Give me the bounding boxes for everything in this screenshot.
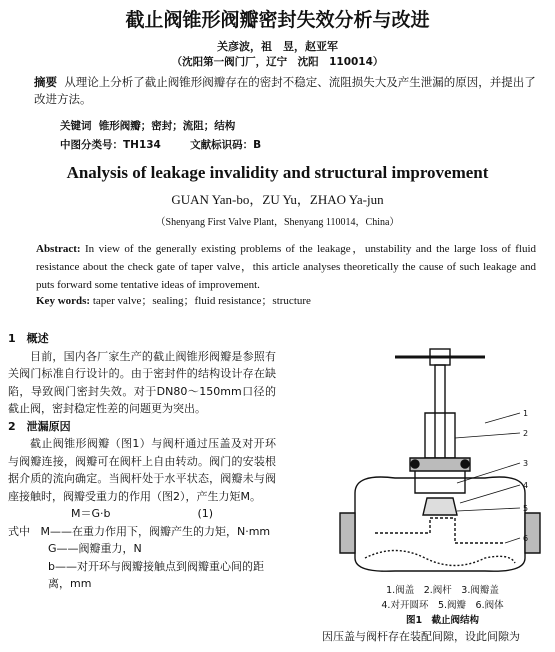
def-G: G——阀瓣重力，N <box>48 542 142 555</box>
keywords-zh <box>60 118 235 133</box>
affiliation-en: （Shenyang First Valve Plant，Shenyang 110014，China） <box>155 217 400 228</box>
def-b: b——对开环与阀瓣接触点到阀瓣重心间的距离，mm <box>48 559 264 590</box>
callout-4: 4 <box>523 481 529 490</box>
callout-2: 2 <box>523 429 529 438</box>
figure-caption-block <box>340 583 545 628</box>
abstract-en-label: Abstract: <box>36 243 81 255</box>
abstract-zh-text: 从理论上分析了截止阀锥形阀瓣存在的密封不稳定、流阻损失大及产生泄漏的原因，并提出了改进方法。 <box>34 75 536 106</box>
body-left-column <box>8 330 276 593</box>
taper-disc <box>423 498 457 515</box>
abstract-zh <box>34 74 539 108</box>
keywords-en-text: taper valve；sealing；fluid resistance；structure <box>92 295 311 307</box>
class-label: 中图分类号： <box>60 139 123 151</box>
where-label: 式中 <box>8 524 30 538</box>
formula-number: (1) <box>197 507 214 520</box>
callout-3: 3 <box>523 459 529 468</box>
abstract-zh-label: 摘要 <box>34 75 57 89</box>
keywords-zh-label: 关键词 <box>60 120 92 132</box>
figure-legend-line-2: 4.对开圆环 5.阀瓣 6.阀体 <box>381 600 504 611</box>
figure-caption: 图1 截止阀结构 <box>405 615 480 626</box>
classification-zh <box>60 137 261 152</box>
section-2-title: 2 泄漏原因 <box>8 419 71 433</box>
formula-text: M＝G·b <box>70 507 111 520</box>
paper-title-zh: 截止阀锥形阀瓣密封失效分析与改进 <box>125 9 430 31</box>
doc-value: B <box>253 139 262 151</box>
section-2-text: 截止阀锥形阀瓣（图1）与阀杆通过压盖及对开环与阀瓣连接，阀瓣可在阀杆上自由转动。阀门的安装根据介质的流向确定。当阀杆处于水平状态，阀瓣未与阀座接触时，阀瓣受重力的作用（图2），产生力矩M。 <box>8 437 276 503</box>
abstract-en <box>36 240 536 294</box>
figure-legend-line-1: 1.阀盖 2.阀杆 3.阀瓣盖 <box>386 585 499 596</box>
callout-6: 6 <box>523 534 529 543</box>
definitions <box>8 523 276 593</box>
authors-en: GUAN Yan-bo，ZU Yu，ZHAO Ya-jun <box>171 192 384 207</box>
affiliation-zh: （沈阳第一阀门厂，辽宁 沈阳 110014） <box>171 56 384 68</box>
keywords-en-label: Key words: <box>36 295 91 307</box>
abstract-en-text: In view of the generally existing problems of the leakage，unstability and the large loss of fluid resistance about the check gate of taper valve，this article analyses theoretically the cause of such leakage and puts forward some tentative ideas of improvement. <box>36 243 536 291</box>
authors-zh: 关彦波，祖 昱，赵亚军 <box>217 40 338 53</box>
doc-label: 文献标识码： <box>190 139 254 151</box>
right-column-text: 因压盖与阀杆存在装配间隙，设此间隙为 <box>322 630 520 643</box>
def-M: M——在重力作用下，阀瓣产生的力矩，N·mm <box>40 524 271 538</box>
valve-figure <box>335 338 545 598</box>
paper-title-en: Analysis of leakage invalidity and structural improvement <box>66 163 489 182</box>
keywords-en <box>36 292 311 308</box>
formula-1 <box>8 505 276 523</box>
keywords-zh-text: 锥形阀瓣；密封；流阻；结构 <box>98 120 236 132</box>
callout-1: 1 <box>523 409 529 418</box>
callout-5: 5 <box>523 504 529 513</box>
class-value: TH134 <box>123 139 161 151</box>
section-1-text: 目前，国内各厂家生产的截止阀锥形阀瓣是参照有关阀门标准自行设计的。由于密封件的结构设计存在缺陷，导致阀门密封失效。对于DN80～150mm口径的截止阀，密封稳定性差的问题更为突出。 <box>8 349 276 415</box>
section-1-title: 1 概述 <box>8 332 49 345</box>
